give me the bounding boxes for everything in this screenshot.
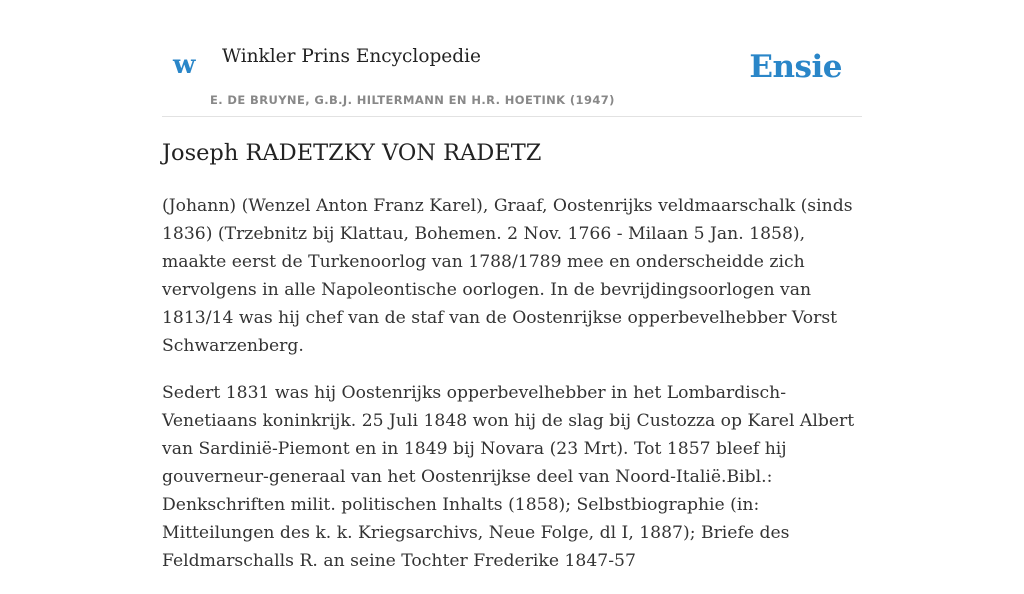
winkler-prins-logo[interactable]: w (173, 50, 196, 80)
site-header (162, 0, 862, 117)
publication-authors: E. DE BRUYNE, G.B.J. HILTERMANN EN H.R. HOETINK (1947) (210, 93, 615, 107)
article-body (162, 192, 862, 594)
ensie-logo[interactable]: Ensie (749, 49, 842, 85)
article-paragraph: (Johann) (Wenzel Anton Franz Karel), Graaf, Oostenrijks veldmaarschalk (sinds 1836) (Trzebnitz bij Klattau, Bohemen. 2 Nov. 1766 - Milaan 5 Jan. 1858), maakte eerst de Turkenoorlog van 1788/1789 mee en onderscheidde zich vervolgens in alle Napoleontische oorlogen. In de bevrijdingsoorlogen van 1813/14 was hij chef van de staf van de Oostenrijkse opperbevelhebber Vorst Schwarzenberg. (162, 196, 853, 356)
publication-title[interactable]: Winkler Prins Encyclopedie (222, 46, 481, 67)
page-container (162, 0, 862, 571)
article-paragraph: Sedert 1831 was hij Oostenrijks opperbevelhebber in het Lombardisch-Venetiaans koninkrijk. 25 Juli 1848 won hij de slag bij Custozza op Karel Albert van Sardinië-Piemont en in 1849 bij Novara (23 Mrt). Tot 1857 bleef hij gouverneur-generaal van het Oostenrijkse deel van Noord-Italië.Bibl.: Denkschriften milit. politischen Inhalts (1858); Selbstbiographie (in: Mitteilungen des k. k. Kriegsarchivs, Neue Folge, dl I, 1887); Briefe des Feldmarschalls R. an seine Tochter Frederike 1847-57 (162, 383, 855, 571)
article-title: Joseph RADETZKY VON RADETZ (162, 140, 542, 166)
